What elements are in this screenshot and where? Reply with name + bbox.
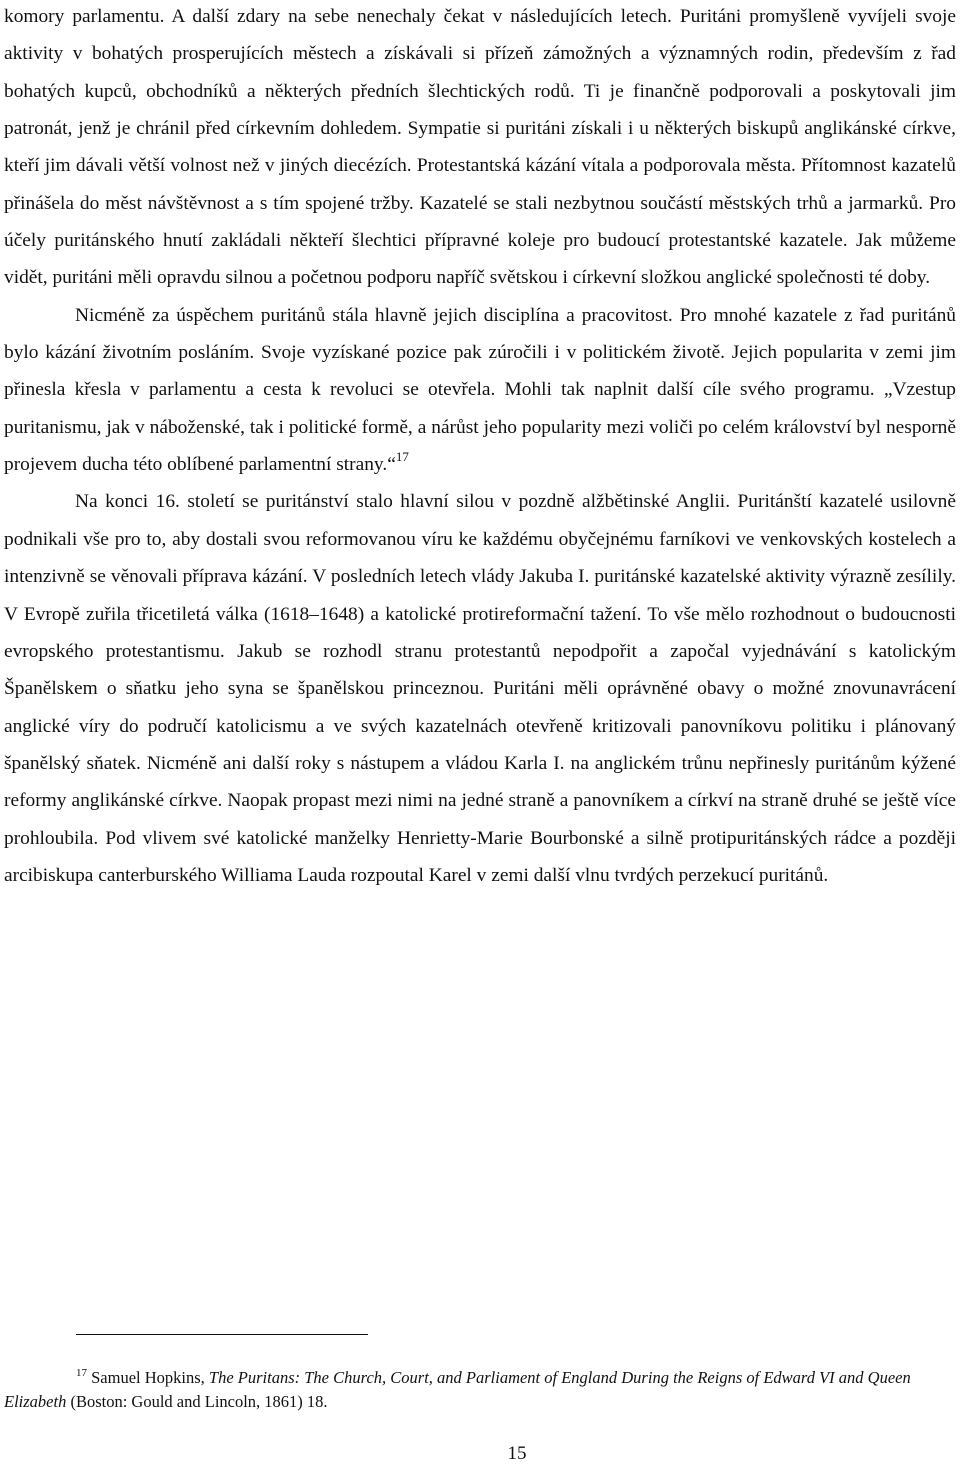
- footnote-author: Samuel Hopkins,: [91, 1368, 205, 1387]
- paragraph-text: Nicméně za úspěchem puritánů stála hlavně jejich disciplína a pracovitost. Pro mnohé kazatele z řad puritánů bylo kázání životním posláním. Svoje vyzískané pozice pak zúročili i v politickém životě. Jejich popularita v zemi jim přinesla křesla v parlamentu a cesta k revoluci se otevřela. Mohli tak naplnit další cíle svého programu. „Vzestup puritanismu, jak v náboženské, tak i politické formě, a nárůst jeho popularity mezi voliči po celém království byl nesporně projevem ducha této oblíbené parlamentní strany.“: [4, 304, 956, 476]
- footnote-number: 17: [76, 1367, 87, 1379]
- document-page: [4, 0, 956, 1469]
- paragraph: [4, 297, 956, 484]
- page-number: 15: [507, 1443, 527, 1464]
- footnote-reference[interactable]: 17: [395, 449, 409, 465]
- footnote-title: The Puritans: The Church, Court, and Parliament of England During the Reigns of Edward VI and Queen Elizabeth: [4, 1368, 911, 1411]
- body-text: [4, 0, 956, 894]
- footnote: [4, 1366, 956, 1414]
- paragraph: Na konci 16. století se puritánství stalo hlavní silou v pozdně alžbětinské Anglii. Puritánští kazatelé usilovně podnikali vše pro to, aby dostali svou reformovanou víru ke každému obyčejnému farníkovi ve venkovských kostelech a intenzivně se věnovali příprava kázání. V posledních letech vlády Jakuba I. puritánské kazatelské aktivity výrazně zesílily. V Evropě zuřila třicetiletá válka (1618–1648) a katolické protireformační tažení. To vše mělo rozhodnout o budoucnosti evropského protestantismu. Jakub se rozhodl stranu protestantů nepodpořit a započal vyjednávání s katolickým Španělskem o sňatku jeho syna se španělskou princeznou. Puritáni měli oprávněné obavy o možné znovunavrácení anglické víry do područí katolicismu a ve svých kazatelnách otevřeně kritizovali panovníkovu politiku i plánovaný španělský sňatek. Nicméně ani další roky s nástupem a vládou Karla I. na anglickém trůnu nepřinesly puritánům kýžené reformy anglikánské církve. Naopak propast mezi nimi na jedné straně a panovníkem a církví na straně druhé se ještě více prohloubila. Pod vlivem své katolické manželky Henrietty-Marie Bourbonské a silně protipuritánských rádce a později arcibiskupa canterburského Williama Lauda rozpoutal Karel v zemi další vlnu tvrdých perzekucí puritánů.: [4, 491, 956, 886]
- footnote-separator: [76, 1334, 368, 1335]
- paragraph-continued: komory parlamentu. A další zdary na sebe nenechaly čekat v následujících letech. Puritáni promyšleně vyvíjeli svoje aktivity v bohatých prosperujících městech a získávali si přízeň zámožných a významných rodin, především z řad bohatých kupců, obchodníků a některých předních šlechtických rodů. Ti je finančně podporovali a poskytovali jim patronát, jenž je chránil před církevním dohledem. Sympatie si puritáni získali i u některých biskupů anglikánské církve, kteří jim dávali větší volnost než v jiných diecézích. Protestantská kázání vítala a podporovala města. Přítomnost kazatelů přinášela do měst návštěvnost a s tím spojené tržby. Kazatelé se stali nezbytnou součástí městských trhů a jarmarků. Pro účely puritánského hnutí zakládali někteří šlechtici přípravné koleje pro budoucí protestantské kazatele. Jak můžeme vidět, puritáni měli opravdu silnou a početnou podporu napříč světskou i církevní složkou anglické společnosti té doby.: [4, 6, 956, 289]
- footnote-publication: (Boston: Gould and Lincoln, 1861) 18.: [70, 1392, 328, 1411]
